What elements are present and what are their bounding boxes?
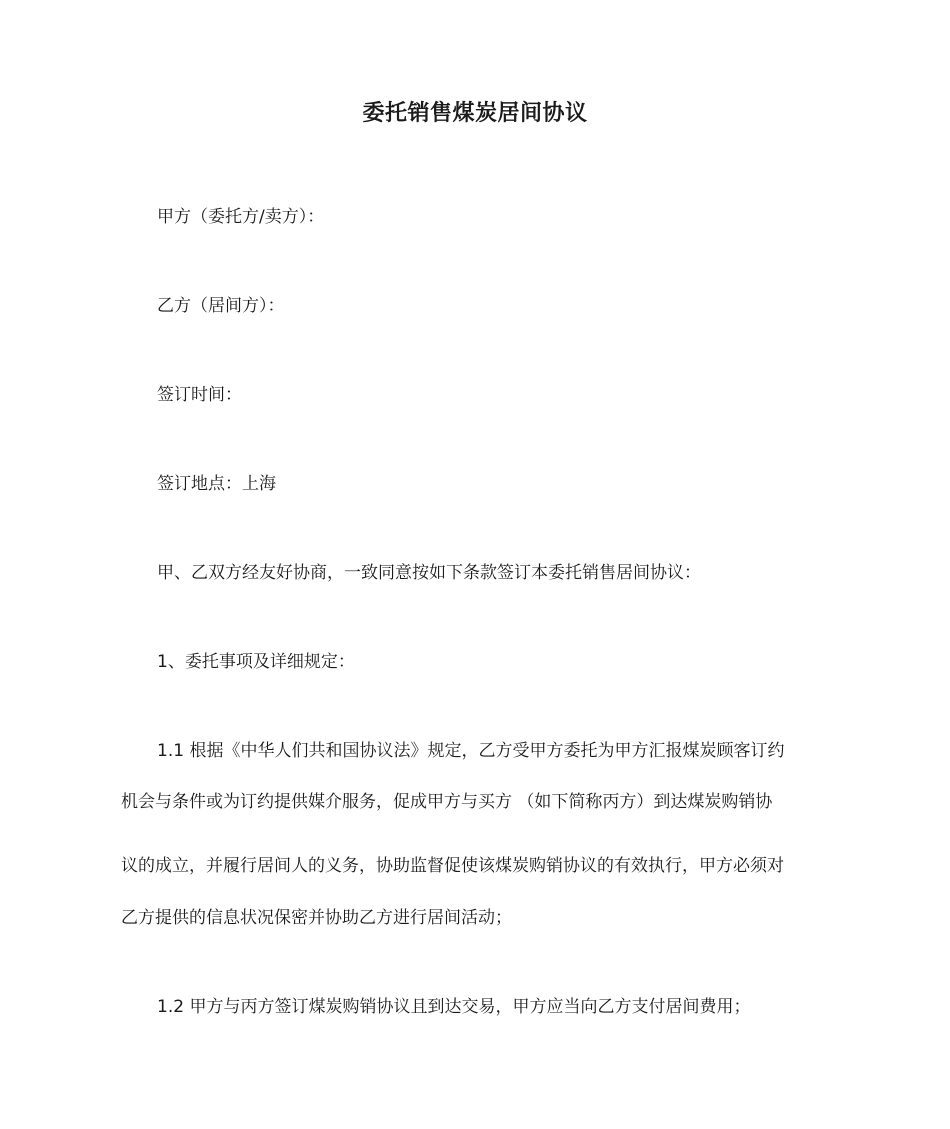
clause-1-1-line: 机会与条件或为订约提供媒介服务，促成甲方与买方 （如下简称丙方）到达煤炭购销协 bbox=[121, 792, 773, 812]
sign-place-line: 签订地点：上海 bbox=[157, 474, 276, 494]
party-a-line: 甲方（委托方/卖方）： bbox=[157, 207, 325, 227]
clause-1-1-line: 议的成立，并履行居间人的义务，协助监督促使该煤炭购销协议的有效执行，甲方必须对 bbox=[121, 856, 784, 876]
clause-1-1-line: 1.1 根据《中华人们共和国协议法》规定，乙方受甲方委托为甲方汇报煤炭顾客订约 bbox=[157, 741, 785, 761]
sign-time-line: 签订时间： bbox=[157, 385, 242, 405]
clause-1-2-line: 1.2 甲方与丙方签订煤炭购销协议且到达交易，甲方应当向乙方支付居间费用； bbox=[157, 997, 751, 1017]
intro-paragraph: 甲、乙双方经友好协商，一致同意按如下条款签订本委托销售居间协议： bbox=[157, 563, 701, 583]
clause-1-1-line: 乙方提供的信息状况保密并协助乙方进行居间活动； bbox=[121, 908, 512, 928]
party-b-line: 乙方（居间方）： bbox=[157, 296, 285, 316]
section-1-heading: 1、委托事项及详细规定： bbox=[157, 652, 355, 672]
document-title: 委托销售煤炭居间协议 bbox=[362, 101, 588, 126]
